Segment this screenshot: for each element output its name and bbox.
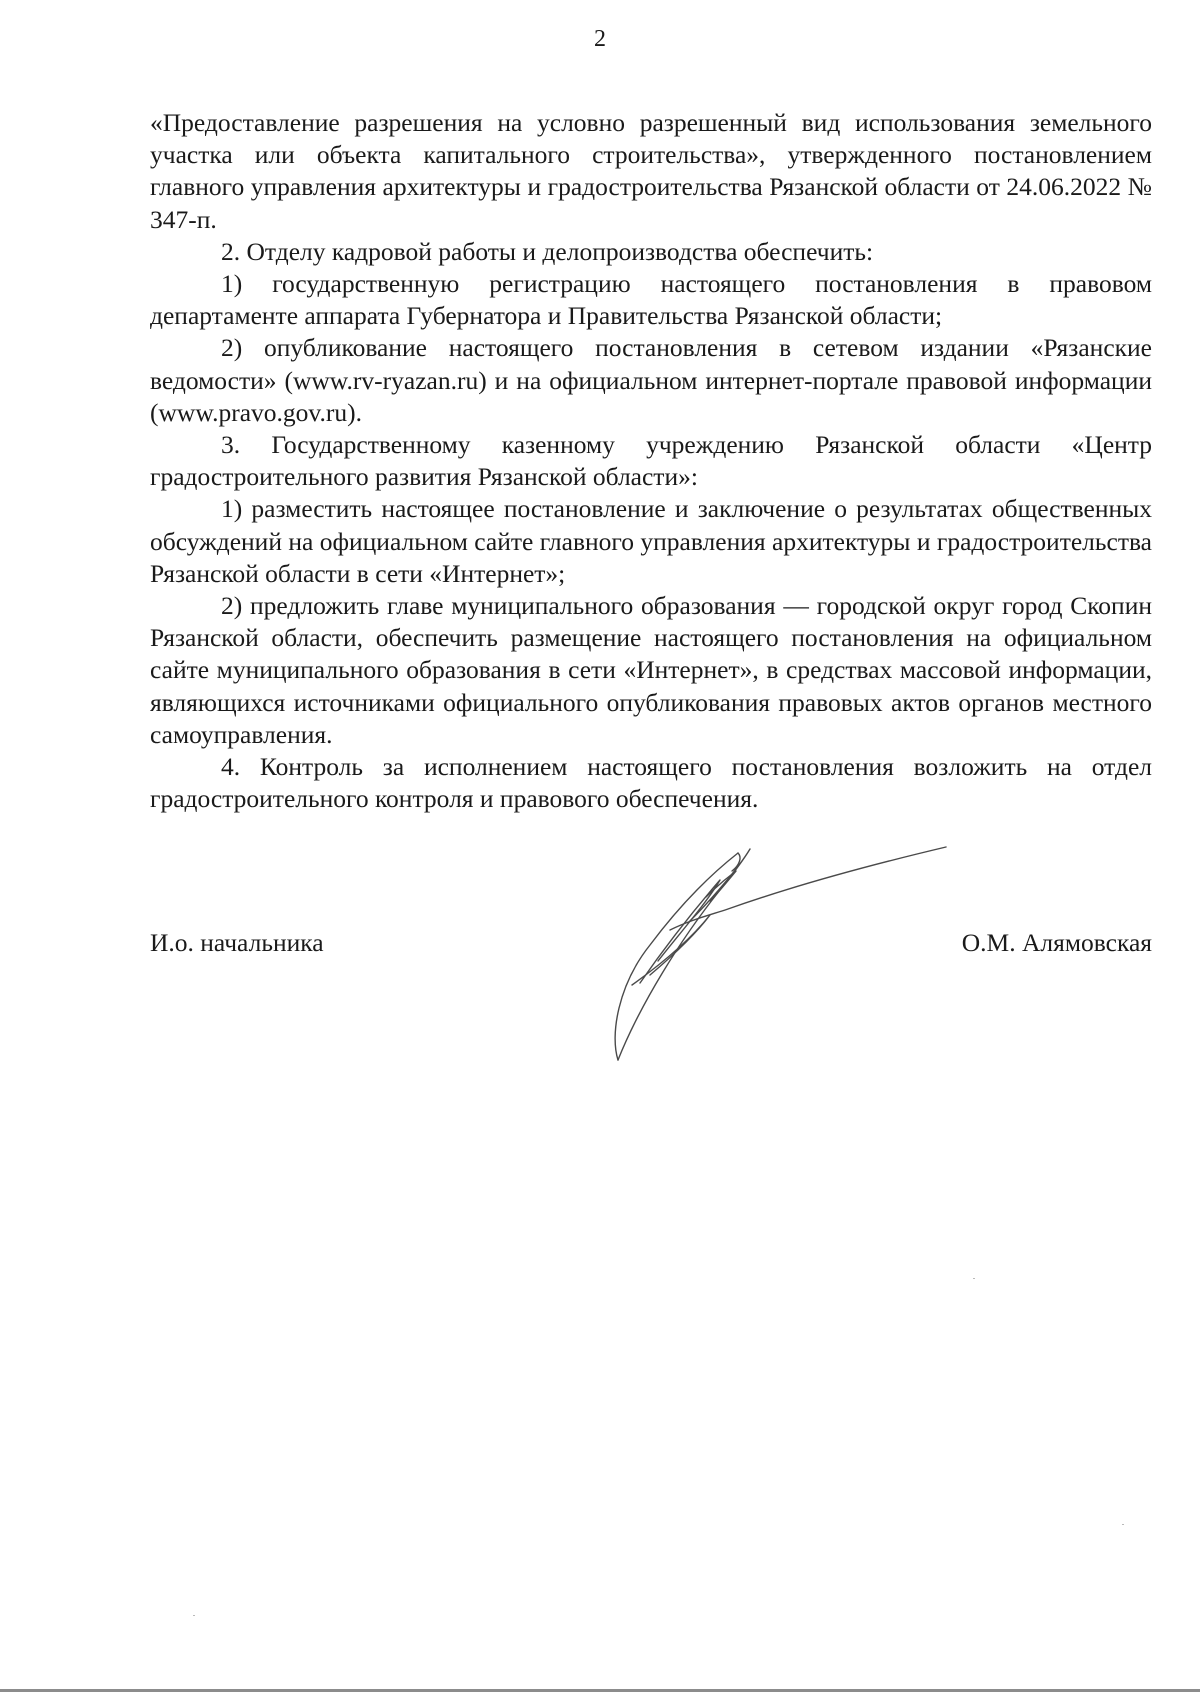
paragraph-item-3-2: 2) предложить главе муниципального образования — городской округ город Скопин Рязанской области, обеспечить размещение настоящего постановления на официальном сайте муниципального образования в сети «Интернет», в средствах массовой информации, являющихся источниками официального опубликования правовых актов органов местного самоуправления. <box>150 591 1152 749</box>
scan-speck <box>193 1615 195 1616</box>
paragraph-item-2: 2. Отделу кадровой работы и делопроизводства обеспечить: <box>221 236 874 266</box>
bottom-scan-edge <box>0 1689 1200 1692</box>
paragraph-item-2-2: 2) опубликование настоящего постановления в сетевом издании «Рязанские ведомости» (www.rv-ryazan.ru) и на официальном интернет-портале правовой информации (www.pravo.gov.ru). <box>150 333 1152 427</box>
handwritten-signature <box>610 835 955 1070</box>
page-number: 2 <box>594 26 606 52</box>
paragraph-item-4: 4. Контроль за исполнением настоящего постановления возложить на отдел градостроительного контроля и правового обеспечения. <box>150 752 1152 814</box>
signatory-name: О.М. Алямовская <box>961 928 1152 957</box>
paragraph-continuation: «Предоставление разрешения на условно разрешенный вид использования земельного участка или объекта капитального строительства», утвержденного постановлением главного управления архитектуры и градостроительства Рязанской области от 24.06.2022 № 347-п. <box>150 108 1152 234</box>
paragraph-item-3: 3. Государственному казенному учреждению Рязанской области «Центр градостроительного развития Рязанской области»: <box>150 430 1152 492</box>
document-body <box>150 107 1152 815</box>
paragraph-item-3-1: 1) разместить настоящее постановление и заключение о результатах общественных обсуждений на официальном сайте главного управления архитектуры и градостроительства Рязанской области в сети «Интернет»; <box>150 494 1152 588</box>
signatory-title: И.о. начальника <box>150 928 324 957</box>
scan-speck <box>973 1278 975 1279</box>
scan-speck <box>1122 1524 1124 1525</box>
paragraph-item-2-1: 1) государственную регистрацию настоящего постановления в правовом департаменте аппарата Губернатора и Правительства Рязанской области; <box>150 269 1152 331</box>
